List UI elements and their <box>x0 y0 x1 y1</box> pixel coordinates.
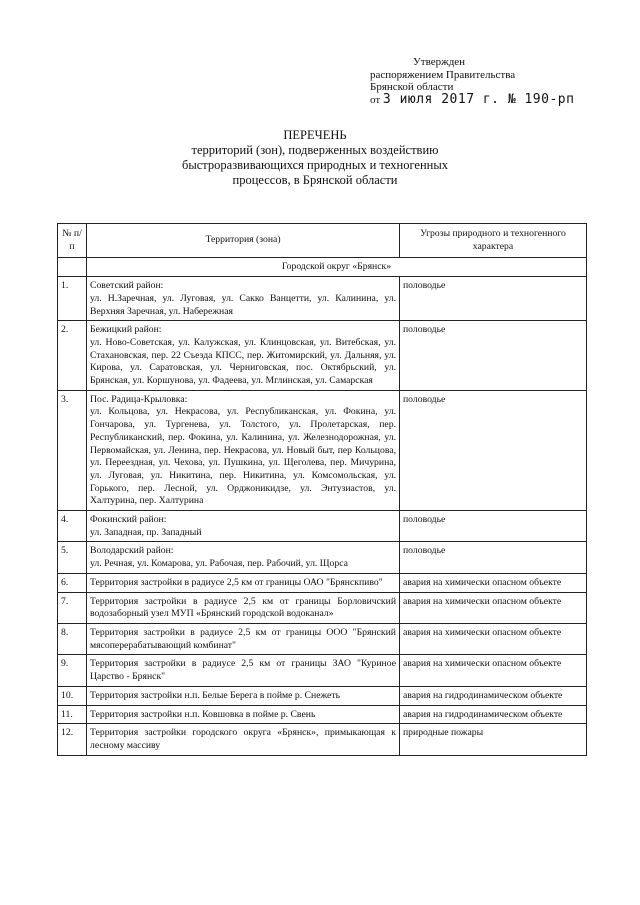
row-number: 9. <box>58 655 87 686</box>
row-threat: половодье <box>400 542 587 573</box>
document-title <box>100 128 530 188</box>
approval-line-1: Утвержден <box>413 56 466 68</box>
row-threat: авария на химически опасном объекте <box>400 655 587 686</box>
approval-line-2: распоряжением Правительства <box>370 68 516 81</box>
row-number: 2. <box>58 321 87 391</box>
row-threat: авария на гидродинамическом объекте <box>400 705 587 724</box>
territories-table <box>57 223 587 756</box>
section-row <box>58 258 587 277</box>
row-territory-text: Территория застройки в радиусе 2,5 км от границы ОАО "Брянскпиво" <box>90 576 383 588</box>
row-territory-text: Территория застройки в радиусе 2,5 км от границы Борловичский водозаборный узел МУП «Брянский городской водоканал» <box>90 595 396 620</box>
row-territory <box>87 686 400 705</box>
row-district: Фокинский район: <box>90 514 167 526</box>
table-row <box>58 655 587 686</box>
row-district: Володарский район: <box>90 545 174 557</box>
table-row <box>58 573 587 592</box>
row-threat: половодье <box>400 321 587 391</box>
row-district: Советский район: <box>90 280 164 292</box>
row-number: 5. <box>58 542 87 573</box>
table-row <box>58 321 587 391</box>
row-territory-text: Территория застройки городского округа «Брянск», примыкающая к лесному массиву <box>90 727 396 751</box>
row-territory-text: ул. Н.Заречная, ул. Луговая, ул. Сакко Ванцетти, ул. Калинина, ул. Верхняя Заречная, ул. Набережная <box>90 292 396 317</box>
row-territory <box>87 511 400 542</box>
row-territory <box>87 724 400 755</box>
title-heading: ПЕРЕЧЕНЬ <box>283 128 347 142</box>
header-threat: Угрозы природного и техногенного характера <box>400 224 587 258</box>
table-row <box>58 686 587 705</box>
title-subtitle-2: быстроразвивающихся природных и техногенных <box>182 158 448 172</box>
row-number: 4. <box>58 511 87 542</box>
row-territory <box>87 277 400 321</box>
row-number: 11. <box>58 705 87 724</box>
row-number: 3. <box>58 390 87 510</box>
row-district: Бежицкий район: <box>90 324 162 336</box>
row-district: Пос. Радица-Крыловка: <box>90 393 188 405</box>
row-number: 7. <box>58 592 87 623</box>
row-threat: авария на гидродинамическом объекте <box>400 686 587 705</box>
row-territory-text: ул. Западная, пр. Западный <box>90 526 202 538</box>
row-number: 12. <box>58 724 87 755</box>
row-territory-text: ул. Ново-Советская, ул. Калужская, ул. Клинцовская, ул. Витебская, ул. Стахановская, пер. 22 Съезда КПСС, пер. Житомирский, ул. Дальняя, ул. Кирова, ул. Саратовская, ул. Черниговская, пос. Октябрьский, ул. Брянская, ул. Коршунова, ул. Фадеева, ул. Мглинская, ул. Самарская <box>90 336 396 387</box>
title-subtitle-3: процессов, в Брянской области <box>232 173 398 187</box>
row-threat: авария на химически опасном объекте <box>400 623 587 654</box>
title-subtitle-1: территорий (зон), подверженных воздействию <box>191 143 439 157</box>
row-territory-text: Территория застройки в радиусе 2,5 км от границы ООО "Брянский мясоперерабатывающий комбинат" <box>90 626 396 651</box>
table-row <box>58 511 587 542</box>
row-territory <box>87 390 400 510</box>
row-territory <box>87 655 400 686</box>
row-territory-text: Территория застройки в радиусе 2,5 км от границы ЗАО "Куриное Царство - Брянск" <box>90 658 396 683</box>
row-number: 8. <box>58 623 87 654</box>
row-territory-text: ул. Речная, ул. Комарова, ул. Рабочая, пер. Рабочий, ул. Щорса <box>90 558 348 570</box>
row-territory <box>87 321 400 391</box>
row-number: 1. <box>58 277 87 321</box>
approval-date-prefix: от <box>370 93 381 106</box>
row-territory <box>87 592 400 623</box>
row-territory-text: Территория застройки н.п. Ковшовка в пойме р. Свень <box>90 708 316 720</box>
row-territory-text: ул. Кольцова, ул. Некрасова, ул. Республиканская, ул. Фокина, ул. Гончарова, ул. Тургенева, ул. Толстого, ул. Пролетарская, пер. Республиканский, пер. Фокина, ул. Калинина, ул. Железнодорожная, ул. Первомайская, ул. Ленина, пер. Некрасова, ул. Новый быт, пер Кольцова, ул. Переездная, ул. Чехова, ул. Пушкина, ул. Щеголева, пер. Мичурина, ул. Луговая, ул. Никитина, пер. Никитина, ул. Комсомольская, ул. Горького, пер. Лесной, ул. Орджоникидзе, ул. Энтузиастов, ул. Халтурина, пер. Халтурина <box>90 406 396 507</box>
row-territory <box>87 573 400 592</box>
row-threat: авария на химически опасном объекте <box>400 573 587 592</box>
approval-line-3: Брянской области <box>370 81 454 93</box>
table-row <box>58 623 587 654</box>
table-row <box>58 277 587 321</box>
row-territory-text: Территория застройки н.п. Белые Берега в пойме р. Снежеть <box>90 689 341 701</box>
row-threat: половодье <box>400 390 587 510</box>
approval-date-line <box>370 91 575 107</box>
table-row <box>58 542 587 573</box>
header-territory: Территория (зона) <box>87 224 400 258</box>
row-threat: авария на химически опасном объекте <box>400 592 587 623</box>
approval-date-value: 3 июля 2017 г. № 190-рп <box>382 91 575 107</box>
table-header-row <box>58 224 587 258</box>
row-threat: природные пожары <box>400 724 587 755</box>
row-territory <box>87 705 400 724</box>
row-threat: половодье <box>400 277 587 321</box>
row-territory <box>87 623 400 654</box>
row-territory <box>87 542 400 573</box>
section-label: Городской округ «Брянск» <box>87 258 587 277</box>
table-row <box>58 592 587 623</box>
table-row <box>58 705 587 724</box>
row-number: 10. <box>58 686 87 705</box>
row-number: 6. <box>58 573 87 592</box>
header-num: № п/п <box>58 224 87 258</box>
approval-block <box>370 56 574 106</box>
table-row <box>58 390 587 510</box>
row-threat: половодье <box>400 511 587 542</box>
table-row <box>58 724 587 755</box>
